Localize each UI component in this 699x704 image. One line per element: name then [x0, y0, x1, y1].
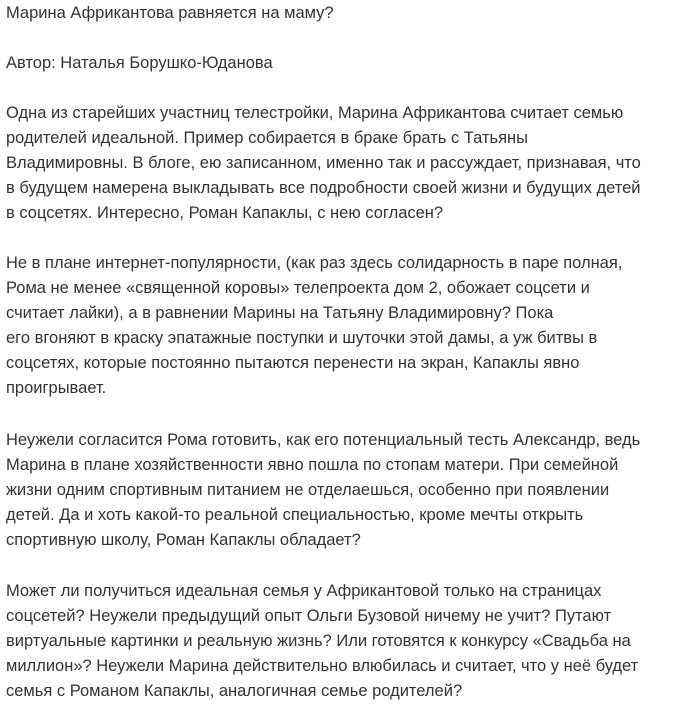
article-title: Марина Африкантова равняется на маму? [6, 4, 334, 22]
text-line: проигрывает. [6, 379, 107, 397]
text-line: в будущем намерена выкладывать все подробности своей жизни и будущих детей [6, 179, 641, 197]
text-line: считает лайки), а в равнении Марины на Татьяну Владимировну? Пока [6, 304, 554, 322]
paragraph-4 [6, 579, 638, 704]
paragraph-2 [6, 251, 622, 401]
text-line: Может ли получиться идеальная семья у Африкантовой только на страницах [6, 582, 602, 600]
text-line: Марина в плане хозяйственности явно пошла по стопам матери. При семейной [6, 456, 619, 474]
text-line: соцсетей? Неужели предыдущий опыт Ольги Бузовой ничему не учит? Путают [6, 607, 612, 625]
article-author: Автор: Наталья Борушко-Юданова [6, 54, 273, 72]
text-line: Рома не менее «священной коровы» телепроекта дом 2, обожает соцсети и [6, 279, 590, 297]
text-line: миллион»? Неужели Марина действительно влюбилась и считает, что у неё будет [6, 657, 639, 675]
text-line: в соцсетях. Интересно, Роман Капаклы, с нею согласен? [6, 204, 444, 222]
text-line: Неужели согласится Рома готовить, как его потенциальный тесть Александр, ведь [6, 431, 641, 449]
text-line: виртуальные картинки и реальную жизнь? Или готовятся к конкурсу «Свадьба на [6, 632, 631, 650]
text-line: Владимировны. В блоге, ею записанном, именно так и рассуждает, признавая, что [6, 154, 641, 172]
text-line: родителей идеальной. Пример собирается в браке брать с Татьяны [6, 129, 529, 147]
paragraph-3 [6, 428, 640, 553]
text-line: Не в плане интернет-популярности, (как раз здесь солидарность в паре полная, [6, 254, 623, 272]
text-line: его вгоняют в краску эпатажные поступки и шуточки этой дамы, а уж битвы в [6, 329, 598, 347]
text-line: детей. Да и хоть какой-то реальной специальностью, кроме мечты открыть [6, 506, 584, 524]
text-line: жизни одним спортивным питанием не отделаешься, особенно при появлении [6, 481, 610, 499]
text-line: спортивную школу, Роман Капаклы обладает? [6, 531, 361, 549]
text-line: Одна из старейших участниц телестройки, Марина Африкантова считает семью [6, 104, 624, 122]
text-line: семья с Романом Капаклы, аналогичная семье родителей? [6, 682, 463, 700]
text-line: соцсетях, которые постоянно пытаются перенести на экран, Капаклы явно [6, 354, 580, 372]
paragraph-1 [6, 101, 641, 226]
